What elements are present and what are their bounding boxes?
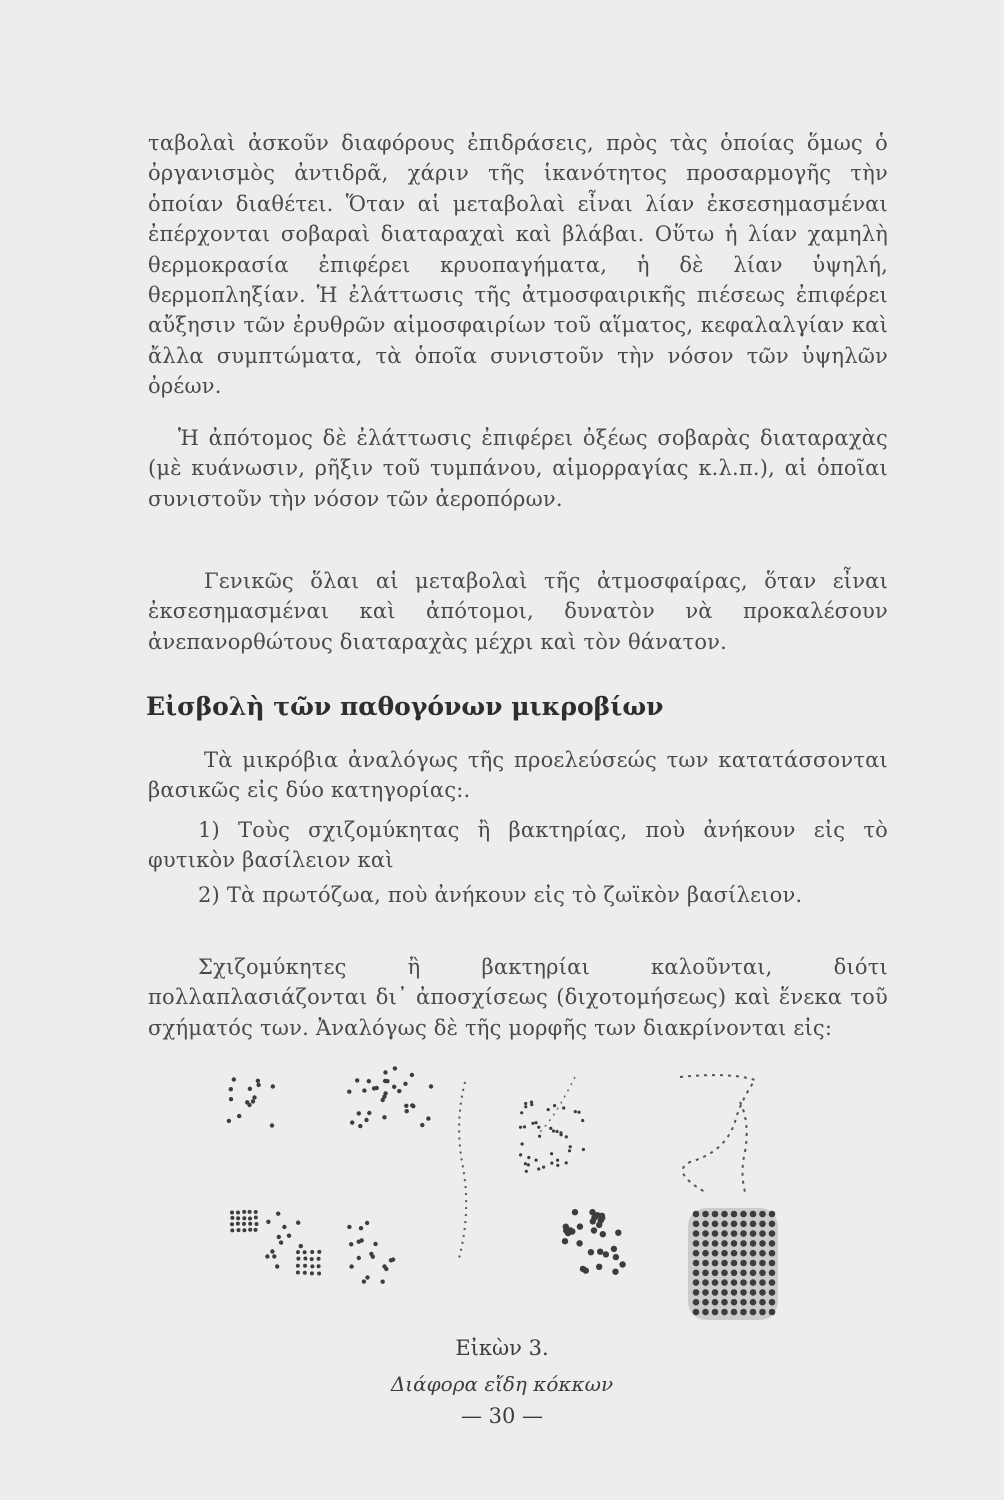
page-number: — 30 — xyxy=(460,1404,544,1428)
cocci-illustration xyxy=(210,1062,810,1332)
figure-label: Εἰκὼν 3. xyxy=(455,1336,549,1360)
paragraph: Σχιζομύκητες ἢ βακτηρίαι καλοῦνται, διότι πολλαπλασιάζονται δι᾽ ἀποσχίσεως (διχοτομήσεως) καὶ ἕνεκα τοῦ σχήματός των. Ἀναλόγως δὲ τῆς μορφῆς των διακρίνονται εἰς: xyxy=(148,955,888,1040)
list-item: 1) Τοὺς σχιζομύκητας ἢ βακτηρίας, ποὺ ἀνήκουν εἰς τὸ φυτικὸν βασίλειον καὶ xyxy=(148,818,888,873)
section-heading: Εἰσβολὴ τῶν παθογόνων μικροβίων xyxy=(146,692,664,721)
paragraph: Γενικῶς ὅλαι αἱ μεταβολαὶ τῆς ἀτμοσφαίρας, ὅταν εἶναι ἐκσεσημασμέναι καὶ ἀπότομοι, δυνατὸν νὰ προκαλέσουν ἀνεπανορθώτους διαταραχὰς μέχρι καὶ τὸν θάνατον. xyxy=(148,569,888,654)
paragraph: Ἡ ἀπότομος δὲ ἐλάττωσις ἐπιφέρει ὀξέως σοβαρὰς διαταραχὰς (μὲ κυάνωσιν, ρῆξιν τοῦ τυμπάνου, αἱμορραγίας κ.λ.π.), αἱ ὁποῖαι συνιστοῦν τὴν νόσον τῶν ἀεροπόρων. xyxy=(148,426,888,511)
list-item: 2) Τὰ πρωτόζωα, ποὺ ἀνήκουν εἰς τὸ ζωϊκὸν βασίλειον. xyxy=(198,883,803,907)
paragraph: Τὰ μικρόβια ἀναλόγως τῆς προελεύσεώς των κατατάσσονται βασικῶς εἰς δύο κατηγορίας:. xyxy=(148,748,888,803)
figure-caption: Διάφορα εἴδη κόκκων xyxy=(390,1372,614,1396)
paragraph: ταβολαὶ ἀσκοῦν διαφόρους ἐπιδράσεις, πρὸς τὰς ὁποίας ὅμως ὁ ὀργανισμὸς ἀντιδρᾶ, χάριν τῆς ἱκανότητος προσαρμογῆς τὴν ὁποίαν διαθέτει. Ὅταν αἱ μεταβολαὶ εἶναι λίαν ἐκσεσημασμέναι ἐπέρχονται σοβαραὶ διαταραχαὶ καὶ βλάβαι. Οὕτω ἡ λίαν χαμηλὴ θερμοκρασία ἐπιφέρει κρυοπαγήματα, ἡ δὲ λίαν ὑψηλή, θερμοπληξίαν. Ἡ ἐλάττωσις τῆς ἀτμοσφαιρικῆς πιέσεως ἐπιφέρει αὔξησιν τῶν ἐρυθρῶν αἱμοσφαιρίων τοῦ αἵματος, κεφαλαλγίαν καὶ ἄλλα συμπτώματα, τὰ ὁποῖα συνιστοῦν τὴν νόσον τῶν ὑψηλῶν ὀρέων. xyxy=(148,131,888,399)
cocci-drawing xyxy=(210,1062,810,1332)
